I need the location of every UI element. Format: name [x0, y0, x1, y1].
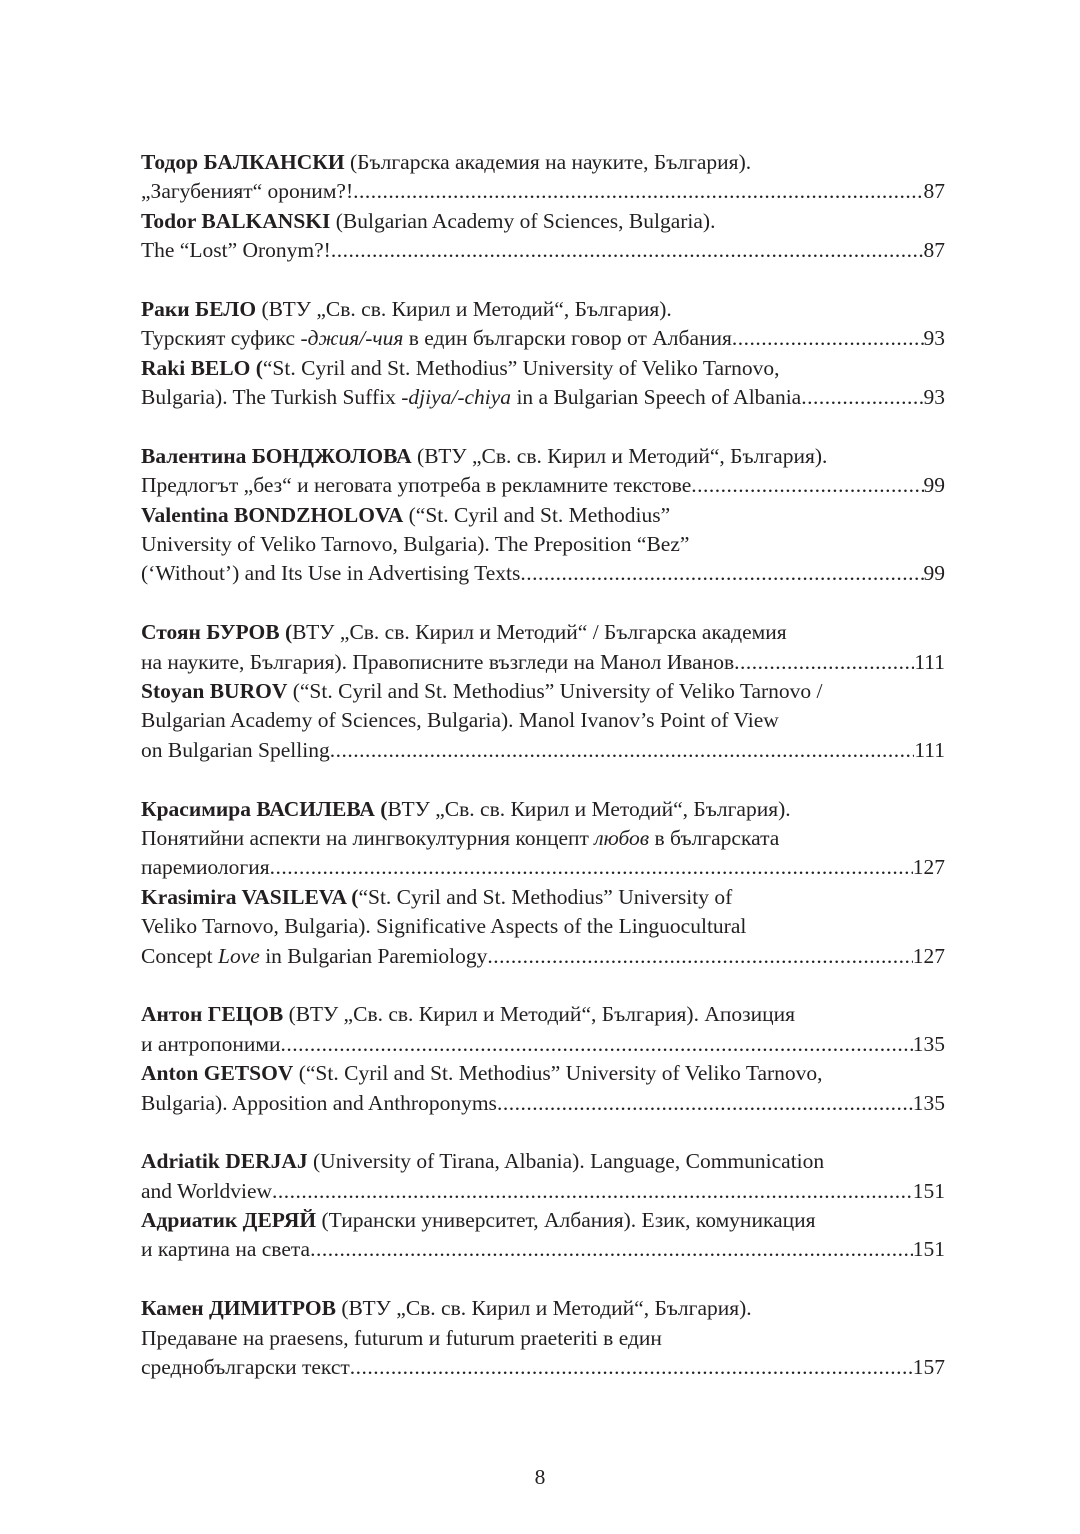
title-line-en[interactable]: [141, 942, 945, 971]
article-title: среднобългарски текст: [141, 1355, 350, 1380]
title-line-en[interactable]: [141, 559, 945, 588]
title-part: в българската: [649, 825, 780, 850]
author-line-bg: [141, 1000, 945, 1029]
title-italic: любов: [594, 825, 650, 850]
affiliation-line-en: Veliko Tarnovo, Bulgaria). Significative Aspects of the Linguocultural: [141, 914, 747, 939]
affiliation: (ВТУ „Св. св. Кирил и Методий“, България). Апозиция: [283, 1002, 796, 1027]
author-line-en: [141, 883, 945, 912]
title-line-bg-part: [141, 824, 945, 853]
title-line-bg[interactable]: [141, 648, 945, 677]
author-line-en: [141, 354, 945, 383]
article-title: [141, 324, 732, 353]
author-line-en: [141, 1147, 945, 1176]
author-name: Krasimira VASILEVA (: [141, 884, 359, 909]
author-line-bg: [141, 1206, 945, 1235]
toc-entry-bondzholova: [141, 442, 945, 589]
author-line-bg: [141, 618, 945, 647]
page-number: 111: [914, 737, 945, 762]
author-line-bg: [141, 148, 945, 177]
article-title: Предлогът „без“ и неговата употреба в рекламните текстове: [141, 473, 692, 498]
dot-leader: [331, 236, 924, 265]
dot-leader: [520, 559, 923, 588]
article-title: (‘Without’) and Its Use in Advertising Texts: [141, 561, 521, 586]
title-italic: -djiya/-chiya: [401, 385, 512, 410]
article-title: [141, 383, 801, 412]
page-number: 151: [912, 1178, 945, 1203]
affiliation: ВТУ „Св. св. Кирил и Методий“, България).: [387, 796, 791, 821]
author-name: Валентина БОНДЖОЛОВА: [141, 443, 412, 468]
toc-entry-derjaj: [141, 1147, 945, 1265]
affiliation: ВТУ „Св. св. Кирил и Методий“ / Българска академия: [292, 620, 787, 645]
page-number: 93: [923, 385, 945, 410]
title-line-en[interactable]: [141, 736, 945, 765]
title-italic: Love: [218, 943, 260, 968]
author-name: Raki BELO (: [141, 355, 263, 380]
dot-leader: [330, 736, 915, 765]
affiliation-line-en: Bulgarian Academy of Sciences, Bulgaria). Manol Ivanov’s Point of View: [141, 708, 779, 733]
dot-leader: [310, 1235, 913, 1264]
affiliation: “St. Cyril and St. Methodius” University of: [358, 884, 733, 909]
dot-leader: [801, 383, 923, 412]
title-line-en[interactable]: [141, 236, 945, 265]
title-line-en[interactable]: [141, 1177, 945, 1206]
toc-entry-belo: [141, 295, 945, 413]
author-name: Anton GETSOV: [141, 1061, 294, 1086]
page-number: 99: [923, 561, 945, 586]
dot-leader: [487, 942, 912, 971]
title-part: Турският суфикс: [141, 326, 301, 351]
page-number: 87: [923, 179, 945, 204]
author-name: Стоян БУРОВ (: [141, 620, 293, 645]
title-part: Concept: [141, 943, 219, 968]
author-line-en: [141, 677, 945, 706]
page-number: 111: [914, 649, 945, 674]
dot-leader: [350, 1353, 913, 1382]
table-of-contents: [141, 148, 945, 1382]
title-line-en[interactable]: [141, 383, 945, 412]
page-number: 87: [923, 238, 945, 263]
title-line-bg[interactable]: [141, 324, 945, 353]
toc-entry-balkanski: [141, 148, 945, 266]
author-line-bg: [141, 1294, 945, 1323]
affiliation: (University of Tirana, Albania). Language, Communication: [307, 1149, 825, 1174]
affiliation: “St. Cyril and St. Methodius” University of Veliko Tarnovo,: [262, 355, 780, 380]
affiliation: (ВТУ „Св. св. Кирил и Методий“, България).: [256, 296, 672, 321]
title-italic: -джия/-чия: [300, 326, 404, 351]
author-name: Adriatik DERJAJ: [141, 1149, 308, 1174]
author-name: Stoyan BUROV: [141, 679, 288, 704]
author-name: Антон ГЕЦОВ: [141, 1002, 284, 1027]
dot-leader: [280, 1030, 912, 1059]
affiliation: (ВТУ „Св. св. Кирил и Методий“, България).: [411, 443, 828, 468]
page-number: 127: [912, 855, 945, 880]
toc-entry-getsov: [141, 1000, 945, 1118]
title-part: Понятийни аспекти на лингвокултурния концепт: [141, 825, 595, 850]
author-name: Тодор БАЛКАНСКИ: [141, 150, 345, 174]
author-name: Todor BALKANSKI: [141, 208, 331, 233]
title-part: в един български говор от Албания: [403, 326, 732, 351]
affiliation: (“St. Cyril and St. Methodius” University of Veliko Tarnovo /: [287, 679, 823, 704]
article-title: Bulgaria). Apposition and Anthroponyms: [141, 1090, 497, 1115]
page-number: 157: [912, 1355, 945, 1380]
affiliation: (Bulgarian Academy of Sciences, Bulgaria).: [330, 208, 716, 233]
author-line-en: [141, 1059, 945, 1088]
author-line-bg: [141, 295, 945, 324]
dot-leader: [270, 853, 913, 882]
article-title: „Загубеният“ ороним?!: [141, 179, 354, 204]
author-name: Valentina BONDZHOLOVA: [141, 502, 404, 527]
affiliation: (ВТУ „Св. св. Кирил и Методий“, България).: [335, 1296, 752, 1321]
dot-leader: [272, 1177, 913, 1206]
dot-leader: [497, 1089, 913, 1118]
dot-leader: [691, 471, 923, 500]
dot-leader: [353, 177, 923, 206]
page-number: 99: [923, 473, 945, 498]
title-part: Bulgaria). The Turkish Suffix: [141, 385, 402, 410]
author-name: Адриатик ДЕРЯЙ: [141, 1208, 317, 1233]
toc-entry-dimitrov: [141, 1294, 945, 1382]
article-title: на науките, България). Правописните възгледи на Манол Иванов: [141, 649, 735, 674]
article-title: [141, 942, 487, 971]
article-title: and Worldview: [141, 1178, 273, 1203]
title-line-bg[interactable]: [141, 1353, 945, 1382]
title-part: in Bulgarian Paremiology: [259, 943, 488, 968]
title-part: in a Bulgarian Speech of Albania: [511, 385, 802, 410]
page-number: 135: [912, 1031, 945, 1056]
article-title: The “Lost” Oronym?!: [141, 238, 331, 263]
dot-leader: [734, 648, 914, 677]
article-title: и антропоними: [141, 1031, 281, 1056]
author-line-bg: [141, 442, 945, 471]
author-name: Красимира ВАСИЛЕВА (: [141, 796, 388, 821]
title-line-en[interactable]: [141, 1089, 945, 1118]
affiliation: (“St. Cyril and St. Methodius” University of Veliko Tarnovo,: [293, 1061, 823, 1086]
title-line-bg-part: Предаване на praesens, futurum и futurum praeteriti в един: [141, 1325, 662, 1350]
affiliation: (Тирански университет, Албания). Език, комуникация: [316, 1208, 816, 1233]
page-number: 151: [912, 1237, 945, 1262]
page-number: 93: [923, 326, 945, 351]
article-title: паремиология: [141, 855, 270, 880]
title-line-bg[interactable]: [141, 177, 945, 206]
author-name: Камен ДИМИТРОВ: [141, 1296, 336, 1321]
affiliation: (Българска академия на науките, България).: [344, 150, 752, 174]
toc-entry-vasileva: [141, 795, 945, 971]
author-line-en: [141, 207, 945, 236]
title-line-bg[interactable]: [141, 1030, 945, 1059]
article-title: и картина на света: [141, 1237, 311, 1262]
affiliation: (“St. Cyril and St. Methodius”: [403, 502, 671, 527]
author-line-bg: [141, 795, 945, 824]
page-number: 135: [912, 1090, 945, 1115]
author-line-en: [141, 501, 945, 530]
page-number: 127: [912, 943, 945, 968]
author-name: Раки БЕЛО: [141, 296, 257, 321]
page-folio: 8: [534, 1465, 546, 1489]
article-title: on Bulgarian Spelling: [141, 737, 330, 762]
title-line-bg[interactable]: [141, 1235, 945, 1264]
toc-entry-burov: [141, 618, 945, 765]
title-line-bg[interactable]: [141, 853, 945, 882]
affiliation-line-en: University of Veliko Tarnovo, Bulgaria). The Preposition “Bez”: [141, 532, 690, 557]
title-line-bg[interactable]: [141, 471, 945, 500]
dot-leader: [732, 324, 924, 353]
